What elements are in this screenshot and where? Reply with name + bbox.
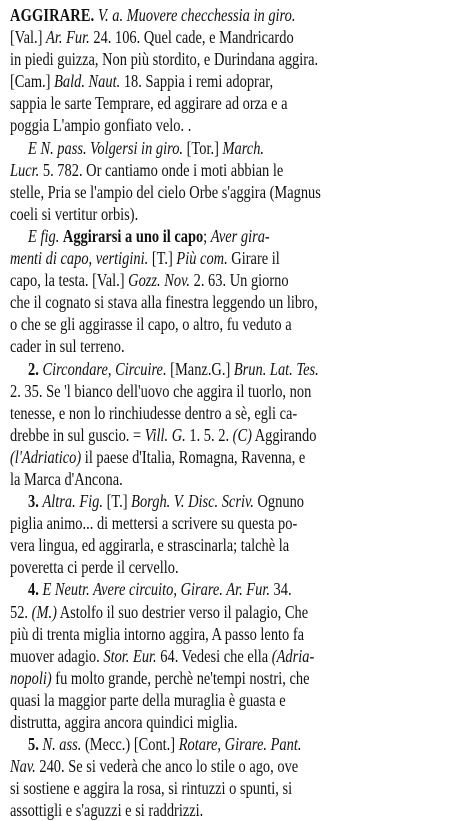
- text-segment: (C): [232, 424, 252, 445]
- dictionary-entry-aggirare: [10, 4, 462, 821]
- text-segment: 64. Vedesi che ella: [156, 645, 272, 666]
- text-segment: capo, la testa. [Val.]: [10, 270, 129, 291]
- text-line: [10, 269, 462, 291]
- text-line: [10, 446, 462, 468]
- text-segment: Aver gira-: [210, 225, 270, 246]
- text-segment: drebbe in sul guscio. =: [10, 424, 145, 445]
- text-line: [10, 159, 462, 181]
- text-segment: 2. 63. Un giorno: [190, 270, 289, 291]
- text-segment: [T.]: [148, 248, 177, 269]
- text-segment: 5. 782. Or cantiamo onde i moti abbian le: [39, 159, 284, 180]
- text-line: [10, 578, 472, 600]
- text-line: [10, 711, 462, 733]
- text-segment: Borgh. V. Disc. Scriv.: [131, 491, 254, 512]
- text-line: [10, 755, 462, 777]
- text-segment: [Tor.]: [183, 137, 223, 158]
- text-segment: assottigli e s'aguzzi e si raddrizzi.: [10, 800, 204, 821]
- text-line: [10, 181, 462, 203]
- text-line: [10, 313, 462, 335]
- text-line: [10, 92, 462, 114]
- text-segment: 2. 35. Se 'l bianco dell'uovo che aggira il tuorlo, non: [10, 380, 312, 401]
- text-line: [10, 402, 462, 424]
- text-segment: 1. 5. 2.: [185, 424, 233, 445]
- text-segment: 5.: [28, 734, 43, 755]
- text-line: [10, 335, 462, 357]
- text-segment: [T.]: [102, 491, 132, 512]
- text-segment: [Manz.G.]: [166, 358, 234, 379]
- text-segment: March.: [222, 137, 265, 158]
- text-segment: quasi la maggior parte della muraglia è guasta e: [10, 689, 286, 710]
- text-line: [10, 667, 462, 689]
- text-segment: Bald. Naut.: [54, 71, 121, 92]
- text-line: [10, 137, 472, 159]
- text-line: [10, 4, 462, 26]
- text-segment: 3.: [28, 491, 43, 512]
- text-segment: Circondare, Circuire.: [42, 358, 167, 379]
- text-line: [10, 601, 462, 623]
- text-segment: distrutta, aggira ancora quindici miglia.: [10, 712, 238, 732]
- text-segment: tenesse, e non lo rinchiudesse dentro a sè, egli ca-: [10, 402, 298, 423]
- text-line: [10, 424, 462, 446]
- text-segment: Ognuno: [253, 491, 305, 512]
- text-segment: Altra. Fig.: [42, 491, 103, 512]
- text-segment: 2.: [28, 358, 43, 379]
- text-line: [10, 203, 462, 225]
- text-segment: .: [184, 115, 192, 136]
- text-segment: Brun. Lat. Tes.: [233, 358, 319, 379]
- text-segment: vera lingua, ed aggirarla, e strascinarla; talchè la: [10, 535, 290, 556]
- text-segment: Girare il: [227, 248, 280, 269]
- text-segment: Nav.: [10, 756, 36, 777]
- headword: AGGIRARE.: [10, 5, 95, 25]
- text-segment: E fig.: [28, 225, 60, 246]
- text-segment: che il cognato si stava alla finestra leggendo un libro,: [10, 292, 318, 313]
- text-line: [10, 777, 462, 799]
- text-segment: Lucr.: [10, 159, 40, 180]
- text-segment: in piedi guizza, Non più stordito, e Durindana aggira.: [10, 49, 319, 70]
- text-segment: si sostiene e aggira la rosa, si rintuzzi o spunti, si: [10, 778, 293, 799]
- text-segment: Gozz. Nov.: [128, 270, 191, 291]
- text-segment: il paese d'Italia, Romagna, Ravenna, e: [81, 446, 306, 467]
- text-segment: ;: [203, 225, 211, 246]
- text-line: [10, 799, 462, 821]
- text-segment: [Cam.]: [10, 71, 55, 92]
- text-line: [10, 468, 462, 490]
- text-line: [10, 70, 462, 92]
- text-segment: poggia L'ampio gonfiato velo.: [10, 115, 185, 136]
- text-line: [10, 733, 472, 755]
- text-line: [10, 358, 472, 380]
- text-segment: più di trenta miglia intorno aggira, A passo lento fa: [10, 623, 305, 644]
- text-segment: 24. 106. Quel cade, e Mandricardo: [89, 27, 294, 48]
- text-segment: menti di capo, vertigini.: [10, 248, 149, 269]
- text-segment: stelle, Pria se l'ampio del cielo Orbe s'aggira (Magnus: [10, 181, 321, 202]
- text-line: [10, 114, 462, 136]
- text-segment: (Adria-: [271, 645, 315, 666]
- text-segment: (Mecc.) [Cont.]: [81, 734, 179, 755]
- text-line: [10, 645, 462, 667]
- text-line: [10, 225, 472, 247]
- text-line: [10, 534, 462, 556]
- text-line: [10, 380, 462, 402]
- text-segment: V. a. Muovere checchessia in giro.: [98, 5, 296, 25]
- text-segment: poveretta ci perde il cervello.: [10, 557, 179, 578]
- text-segment: 4.: [28, 579, 43, 600]
- text-line: [10, 247, 462, 269]
- text-segment: Astolfo il suo destrier verso il palagio, Che: [56, 601, 309, 622]
- text-segment: fu molto grande, perchè ne'tempi nostri, che: [51, 667, 310, 688]
- text-segment: Aggirarsi a uno il capo: [62, 225, 204, 246]
- text-segment: Aggirando: [251, 424, 317, 445]
- text-segment: Rotare, Girare. Pant.: [178, 734, 302, 755]
- text-line: [10, 623, 462, 645]
- text-segment: E Neutr. Avere circuito, Girare. Ar. Fur.: [42, 579, 270, 600]
- text-line: [10, 689, 462, 711]
- text-segment: o che se gli aggirasse il capo, o altro, fu veduto a: [10, 314, 292, 335]
- text-segment: 52.: [10, 601, 32, 622]
- text-line: [10, 291, 462, 313]
- text-segment: [Val.]: [10, 27, 47, 48]
- text-segment: coeli si vertitur orbis).: [10, 203, 139, 224]
- text-segment: Vill. G.: [144, 424, 186, 445]
- text-line: [10, 556, 462, 578]
- text-segment: E N. pass. Volgersi in giro.: [28, 137, 184, 158]
- text-segment: sappia le sarte Temprare, ed aggirare ad orza e a: [10, 93, 288, 114]
- text-segment: Più com.: [176, 248, 228, 269]
- text-segment: N. ass.: [42, 734, 82, 755]
- text-line: [10, 48, 462, 70]
- text-segment: 34.: [269, 579, 292, 600]
- text-segment: (M.): [31, 601, 57, 622]
- text-segment: 240. Se si vederà che anco lo stile o ago, ove: [35, 756, 299, 777]
- text-segment: Stor. Eur.: [103, 645, 157, 666]
- text-segment: 18. Sappia i remi adoprar,: [120, 71, 274, 92]
- text-segment: la Marca d'Ancona.: [10, 468, 123, 489]
- text-segment: cader in sul terreno.: [10, 336, 125, 357]
- text-segment: piglia animo... di mettersi a scrivere su questa po-: [10, 513, 298, 534]
- text-line: [10, 512, 462, 534]
- text-segment: (l'Adriatico): [10, 446, 82, 467]
- text-segment: muover adagio.: [10, 645, 104, 666]
- text-line: [10, 26, 462, 48]
- text-segment: nopoli): [10, 667, 52, 688]
- text-line: [10, 490, 472, 512]
- text-segment: Ar. Fur.: [46, 27, 90, 48]
